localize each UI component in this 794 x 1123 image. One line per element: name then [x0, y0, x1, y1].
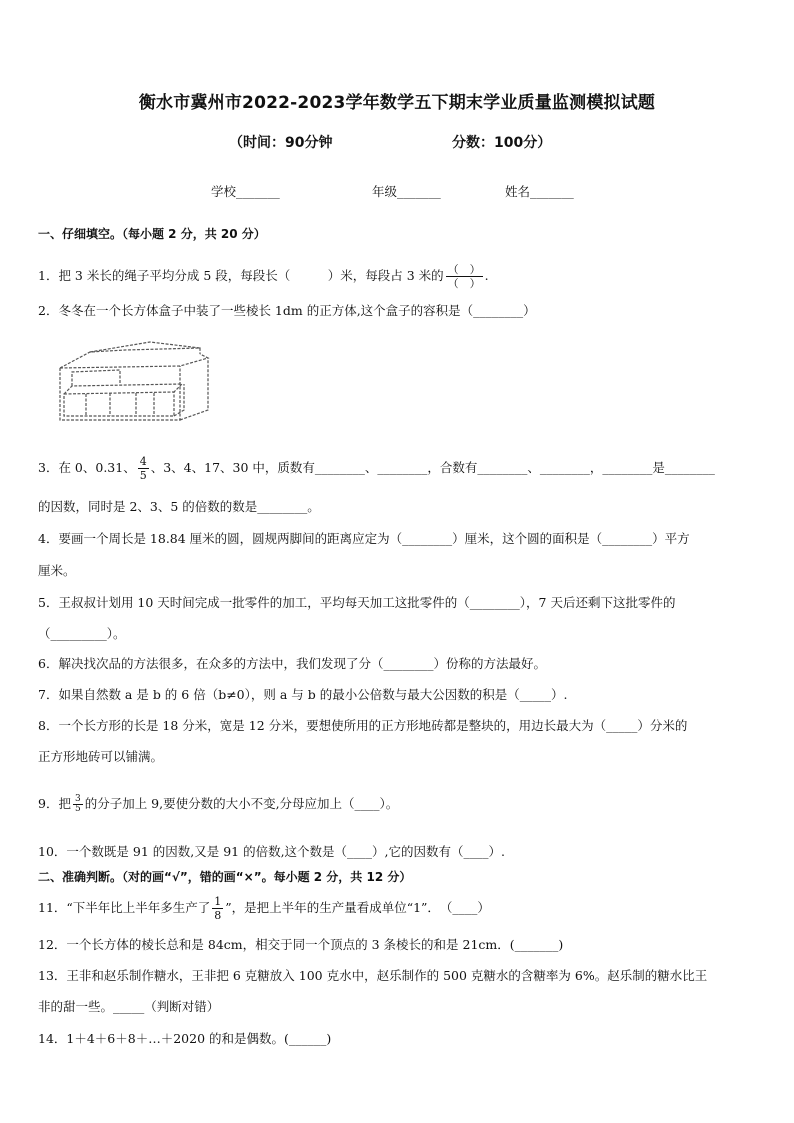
school-field: 学校_______: [211, 184, 280, 199]
name-field: 姓名_______: [505, 184, 574, 199]
question-1-end: .: [484, 268, 489, 283]
section-1-heading: 一、仔细填空。（每小题 2 分，共 20 分）: [38, 227, 266, 241]
question-2: 2．冬冬在一个长方体盒子中装了一些棱长 1dm 的正方体,这个盒子的容积是（________）: [38, 303, 536, 318]
grade-field: 年级_______: [372, 184, 441, 199]
fraction-numerator: （ ）: [447, 263, 481, 276]
question-11-text-b: ”，是把上半年的生产量看成单位“1”． （____）: [225, 900, 490, 915]
fraction-denominator: 5: [74, 804, 81, 814]
section-2-heading: 二、准确判断。（对的画“√”，错的画“×”。每小题 2 分，共 12 分）: [38, 870, 412, 884]
question-9-text-b: 的分子加上 9,要使分数的大小不变,分母应加上（____）。: [84, 796, 399, 811]
question-3-text-a: 3．在 0、0.31、: [38, 460, 136, 475]
question-3-continued: 的因数，同时是 2、3、5 的倍数的数是________。: [38, 499, 320, 514]
question-12: 12．一个长方体的棱长总和是 84cm，相交于同一个顶点的 3 条棱长的和是 21cm．(_______): [38, 937, 564, 952]
question-8: 8．一个长方形的长是 18 分米，宽是 12 分米，要想使所用的正方形地砖都是整块的，用边长最大为（_____）分米的: [38, 718, 688, 733]
question-11: [38, 895, 490, 922]
question-13-continued: 非的甜一些。_____（判断对错）: [38, 999, 220, 1014]
question-5-continued: （_________）。: [38, 626, 126, 641]
question-1: [38, 263, 489, 290]
question-7: 7．如果自然数 a 是 b 的 6 倍（b≠0），则 a 与 b 的最小公倍数与最大公因数的积是（_____）.: [38, 687, 568, 702]
fraction-denominator: 8: [214, 909, 222, 922]
question-1-fraction: [446, 263, 483, 290]
open-box-with-cubes-icon: [50, 336, 220, 426]
question-8-continued: 正方形地砖可以铺满。: [38, 749, 164, 764]
question-5: 5．王叔叔计划用 10 天时间完成一批零件的加工，平均每天加工这批零件的（________），7 天后还剩下这批零件的: [38, 595, 676, 610]
question-9-text-a: 9．把: [38, 796, 71, 811]
question-4-continued: 厘米。: [38, 563, 76, 578]
exam-time: （时间：90分钟: [229, 135, 333, 151]
question-9-fraction: [73, 795, 83, 814]
question-11-text-a: 11．“下半年比上半年多生产了: [38, 900, 211, 915]
question-4: 4．要画一个周长是 18.84 厘米的圆，圆规两脚间的距离应定为（________）厘米，这个圆的面积是（________）平方: [38, 531, 690, 546]
question-3-text-b: 、3、4、17、30 中，质数有________、________，合数有________、________，________是________: [150, 460, 715, 475]
page-title: 衡水市冀州市2022-2023学年数学五下期末学业质量监测模拟试题: [138, 93, 656, 113]
fraction-numerator: 3: [74, 794, 81, 804]
box-figure: [50, 336, 220, 430]
question-1-text: 1．把 3 米长的绳子平均分成 5 段，每段长（ ）米，每段占 3 米的: [38, 268, 444, 283]
fraction-numerator: 1: [214, 895, 222, 908]
question-9: [38, 795, 398, 814]
question-10: 10．一个数既是 91 的因数,又是 91 的倍数,这个数是（____）,它的因数有（____）.: [38, 844, 506, 859]
question-11-fraction: [212, 895, 223, 922]
question-6: 6．解决找次品的方法很多，在众多的方法中，我们发现了分（________）份称的方法最好。: [38, 656, 546, 671]
question-3: [38, 455, 715, 482]
fraction-denominator: （ ）: [447, 277, 481, 290]
fraction-numerator: 4: [139, 455, 147, 468]
question-3-fraction: [138, 455, 149, 482]
exam-score: 分数：100分）: [452, 135, 552, 151]
fraction-denominator: 5: [139, 469, 147, 482]
question-14: 14．1＋4＋6＋8＋…＋2020 的和是偶数。(______): [38, 1031, 332, 1046]
question-13: 13．王非和赵乐制作糖水，王非把 6 克糖放入 100 克水中，赵乐制作的 500 克糖水的含糖率为 6%。赵乐制的糖水比王: [38, 968, 708, 983]
